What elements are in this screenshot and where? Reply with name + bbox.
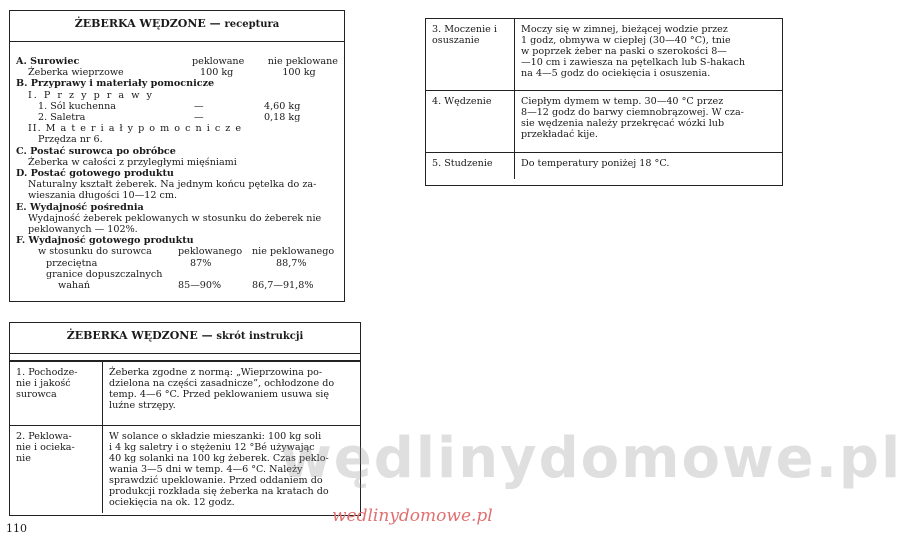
short-title-main: ŻEBERKA WĘDZONE (66, 329, 198, 342)
recipe-title (10, 11, 344, 42)
section-f-row1-c1: peklowanego (178, 246, 243, 258)
section-b-item-2-label: 2. Saletra (38, 112, 86, 124)
table-row (426, 153, 782, 179)
page-number: 110 (6, 522, 27, 535)
recipe-subtitle: receptura (224, 19, 280, 30)
table-row (426, 19, 782, 91)
step-label: 3. Moczenie i osuszanie (426, 19, 515, 91)
section-f-row1-label: w stosunku do surowca (38, 246, 152, 258)
section-f-heading: F. Wydajność gotowego produktu (16, 235, 194, 247)
section-b-heading: B. Przyprawy i materiały pomocnicze (16, 78, 215, 90)
section-f-row4-label: wahań (58, 280, 91, 292)
section-a-v1: 100 kg (200, 67, 234, 79)
table-row (426, 91, 782, 153)
section-b-sub2: II. M a t e r i a ł y p o m o c n i c z e (28, 123, 243, 135)
section-b-item-2-v2: 0,18 kg (264, 112, 301, 124)
recipe-box (9, 10, 345, 302)
step-label: 1. Pochodze- nie i jakość surowca (10, 362, 103, 426)
section-a-col1: peklowane (192, 56, 245, 67)
section-f-row3-label: granice dopuszczalnych (46, 268, 163, 280)
short-header-gap (10, 354, 360, 361)
table-row (10, 362, 360, 426)
section-e-line1: Wydajność żeberek peklowanych w stosunku do żeberek nie (28, 212, 322, 224)
section-f-row2-v1: 87% (190, 257, 212, 269)
section-c-heading: C. Postać surowca po obróbce (16, 145, 176, 157)
step-label: 2. Peklowa- nie i ocieka- nie (10, 426, 103, 514)
section-d-heading: D. Postać gotowego produktu (16, 168, 174, 180)
section-a-col2: nie peklowane (267, 56, 338, 67)
short-title-dash: — (201, 329, 213, 342)
section-d-line1: Naturalny kształt żeberek. Na jednym końcu pętelka do za- (28, 179, 317, 191)
step-text: Ciepłym dymem w temp. 30—40 °C przez 8—12 godz do barwy ciemnobrązowej. W cza- sie wędzenia należy przekręcać wózki lub przekładać kije. (515, 91, 783, 153)
section-a-heading: A. Surowiec (16, 56, 80, 67)
right-instructions-table (426, 18, 782, 179)
section-b-item-2-v1: — (194, 112, 204, 124)
section-e-heading: E. Wydajność pośrednia (16, 201, 144, 213)
section-a-item (16, 67, 338, 78)
section-f-row2 (16, 258, 338, 269)
section-b-sub2-item: Przędza nr 6. (38, 134, 103, 146)
recipe-title-main: ŻEBERKA WĘDZONE (74, 17, 206, 30)
short-subtitle: skrót instrukcji (216, 331, 304, 342)
section-f-row4-v1: 85—90% (178, 280, 222, 292)
watermark-small: wedlinydomowe.pl (332, 506, 493, 526)
watermark-large: wędlinydomowe.pl (280, 426, 902, 491)
section-f-row1-c2: nie peklowanego (252, 246, 335, 258)
section-b-item-1-v1: — (194, 100, 204, 112)
short-title (10, 323, 360, 354)
step-text: Żeberka zgodne z normą: „Wieprzowina po- dzielona na części zasadnicze”, ochłodzone do temp. 4—6 °C. Przed peklowaniem usuwa się luźne strzępy. (103, 362, 361, 426)
section-b-item-1-v2: 4,60 kg (264, 100, 301, 112)
step-text: Do temperatury poniżej 18 °C. (515, 153, 783, 179)
section-b-sub1: I. P r z y p r a w y (28, 89, 154, 101)
section-f-row4 (16, 280, 338, 291)
section-f-row4-v2: 86,7—91,8% (252, 280, 314, 292)
section-b-item-1 (16, 101, 338, 112)
step-label: 5. Studzenie (426, 153, 515, 179)
right-instructions-box (425, 18, 783, 186)
section-f-row2-v2: 88,7% (276, 257, 307, 269)
section-f-row1 (16, 246, 338, 257)
section-a-item-label: Żeberka wieprzowe (28, 67, 124, 79)
section-a-header (16, 56, 338, 67)
section-c-text: Żeberka w całości z przyległymi mięśniami (28, 156, 237, 168)
section-b-item-1-label: 1. Sól kuchenna (38, 100, 116, 112)
section-b-item-2 (16, 112, 338, 123)
step-text: Moczy się w zimnej, bieżącej wodzie przez 1 godz, obmywa w ciepłej (30—40 °C), tnie w poprzek żeber na paski o szerokości 8— —10 cm i zawiesza na pętelkach lub S-hakach na 4—5 godz do ociekięcia i osuszenia. (515, 19, 783, 91)
recipe-title-dash: — (209, 17, 221, 30)
section-f-row2-label: przeciętna (46, 257, 98, 269)
step-label: 4. Wędzenie (426, 91, 515, 153)
section-a-v2: 100 kg (282, 67, 316, 79)
section-e-line2: peklowanych — 102%. (28, 224, 138, 236)
section-d-line2: wieszania długości 10—12 cm. (28, 190, 178, 202)
step-text: W solance o składzie mieszanki: 100 kg soli i 4 kg saletry i o stężeniu 12 °Bé używając 40 kg solanki na 100 kg żeberek. Czas peklo- wania 3—5 dni w temp. 4—6 °C. Należy sprawdzić upeklowanie. Przed oddaniem do produkcji rozkłada się żeberka na kratach do ociekięcia na ok. 12 godz. (103, 426, 361, 514)
recipe-body (10, 42, 344, 291)
